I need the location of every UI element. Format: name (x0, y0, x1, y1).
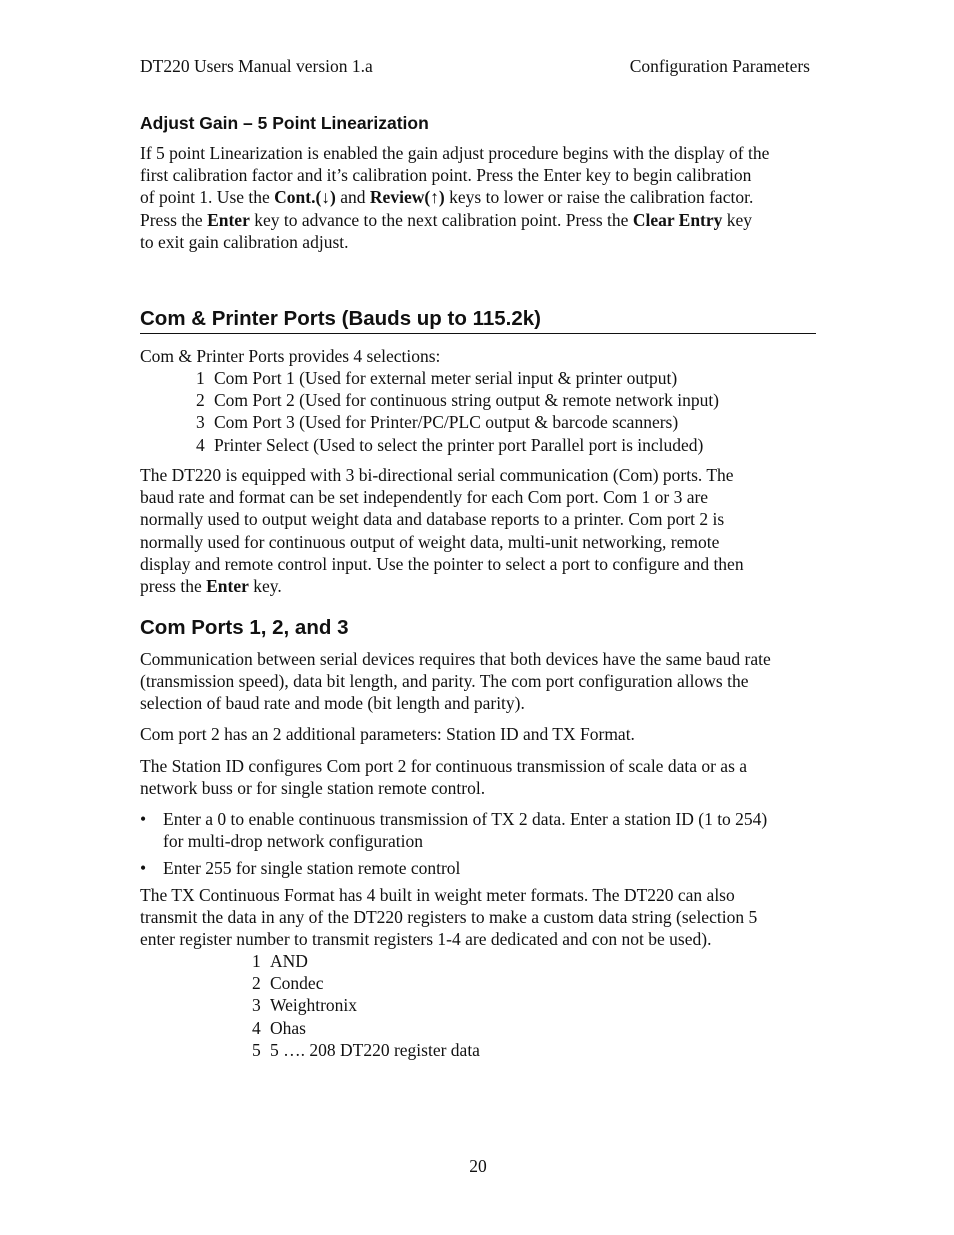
text-line: normally used to output weight data and database reports to a printer. Com port 2 is (140, 509, 725, 530)
header-manual-title: DT220 Users Manual version 1.a (140, 56, 373, 76)
item-text: AND (270, 951, 308, 971)
header-section-title: Configuration Parameters (629, 56, 810, 76)
text-span: keys to lower or raise the calibration factor. (444, 187, 754, 208)
tx-format-list (252, 950, 480, 1061)
list-item (252, 1017, 480, 1039)
text-span: press the (140, 576, 207, 597)
text-line: display and remote control input. Use the pointer to select a port to configure and then (140, 553, 744, 574)
heading-adjust-gain: Adjust Gain – 5 Point Linearization (140, 113, 429, 133)
station-id-bullets (140, 808, 816, 885)
text-line: enter register number to transmit registers 1-4 are dedicated and con not be used). (140, 929, 712, 950)
bullet-icon: • (140, 809, 147, 829)
item-number: 4 (196, 434, 205, 455)
paragraph-station-id (140, 755, 816, 799)
text-span: key (722, 209, 753, 230)
list-item (196, 389, 719, 411)
text-line: The Station ID configures Com port 2 for continuous transmission of scale data or as a (140, 756, 748, 776)
text-line (140, 186, 816, 208)
text-span: Enter a 0 to enable continuous transmission of TX 2 data. Enter a station ID (1 to 254) (163, 809, 768, 829)
text-line: baud rate and format can be set independently for each Com port. Com 1 or 3 are (140, 487, 709, 508)
item-text: Weightronix (270, 995, 358, 1016)
list-item (196, 367, 719, 389)
text-span: of point 1. Use the (140, 187, 275, 208)
heading-com-ports-123: Com Ports 1, 2, and 3 (140, 616, 349, 639)
text-line: The TX Continuous Format has 4 built in weight meter formats. The DT220 can also (140, 885, 735, 905)
text-span: for multi-drop network configuration (163, 831, 424, 852)
cont-key-label: Cont.(↓) (274, 187, 336, 208)
text-line (140, 209, 816, 231)
list-item (252, 1039, 480, 1061)
text-line (140, 575, 816, 597)
item-number: 3 (196, 412, 205, 433)
enter-key-label: Enter (206, 576, 249, 597)
item-text: Printer Select (Used to select the printer port Parallel port is included) (214, 434, 704, 455)
bullet-item (140, 857, 816, 879)
clear-entry-key-label: Clear Entry (632, 209, 723, 230)
list-item (252, 950, 480, 972)
item-number: 4 (252, 1017, 261, 1038)
bullet-icon: • (140, 858, 147, 879)
item-number: 1 (196, 368, 205, 388)
text-line: transmit the data in any of the DT220 registers to make a custom data string (selection 5 (140, 907, 758, 928)
paragraph-com2-params: Com port 2 has an 2 additional parameters: Station ID and TX Format. (140, 724, 635, 744)
item-number: 2 (196, 390, 205, 411)
item-number: 3 (252, 995, 261, 1016)
item-text: Com Port 1 (Used for external meter serial input & printer output) (214, 368, 678, 388)
text-line: selection of baud rate and mode (bit length and parity). (140, 693, 525, 714)
item-text: Ohas (270, 1017, 306, 1038)
text-line: The DT220 is equipped with 3 bi-directional serial communication (Com) ports. The (140, 465, 734, 485)
list-item (196, 434, 719, 456)
paragraph-adjust-gain (140, 142, 816, 253)
text-line: network buss or for single station remote control. (140, 778, 486, 799)
item-text: Com Port 3 (Used for Printer/PC/PLC output & barcode scanners) (214, 412, 679, 433)
text-line: to exit gain calibration adjust. (140, 231, 349, 252)
text-span: Enter 255 for single station remote control (163, 858, 461, 879)
review-key-label: Review(↑) (369, 187, 445, 208)
text-line: If 5 point Linearization is enabled the gain adjust procedure begins with the display of the (140, 143, 770, 163)
paragraph-communication (140, 648, 816, 715)
heading-underline (140, 333, 816, 334)
item-number: 5 (252, 1039, 261, 1060)
ports-selection-list (196, 367, 719, 456)
text-span: key. (248, 576, 282, 597)
enter-key-label: Enter (207, 209, 250, 230)
text-line: normally used for continuous output of weight data, multi-unit networking, remote (140, 531, 720, 552)
list-item (196, 411, 719, 433)
page-number: 20 (469, 1156, 487, 1176)
item-number: 1 (252, 951, 261, 971)
text-span: Press the (140, 209, 208, 230)
list-item (252, 972, 480, 994)
heading-com-printer-ports: Com & Printer Ports (Bauds up to 115.2k) (140, 307, 541, 330)
item-text: 5 …. 208 DT220 register data (270, 1039, 480, 1060)
bullet-item (140, 808, 816, 852)
item-number: 2 (252, 973, 261, 994)
paragraph-tx-format (140, 884, 816, 951)
item-text: Com Port 2 (Used for continuous string output & remote network input) (214, 390, 720, 411)
ports-intro: Com & Printer Ports provides 4 selections: (140, 346, 441, 366)
text-span: key to advance to the next calibration point. Press the (249, 209, 633, 230)
list-item (252, 994, 480, 1016)
paragraph-ports-description (140, 464, 816, 597)
text-line: first calibration factor and it’s calibration point. Press the Enter key to begin calibration (140, 165, 752, 186)
text-span: and (335, 187, 370, 208)
item-text: Condec (270, 973, 324, 994)
text-line: Communication between serial devices requires that both devices have the same baud rate (140, 649, 771, 669)
text-line: (transmission speed), data bit length, and parity. The com port configuration allows the (140, 671, 749, 692)
